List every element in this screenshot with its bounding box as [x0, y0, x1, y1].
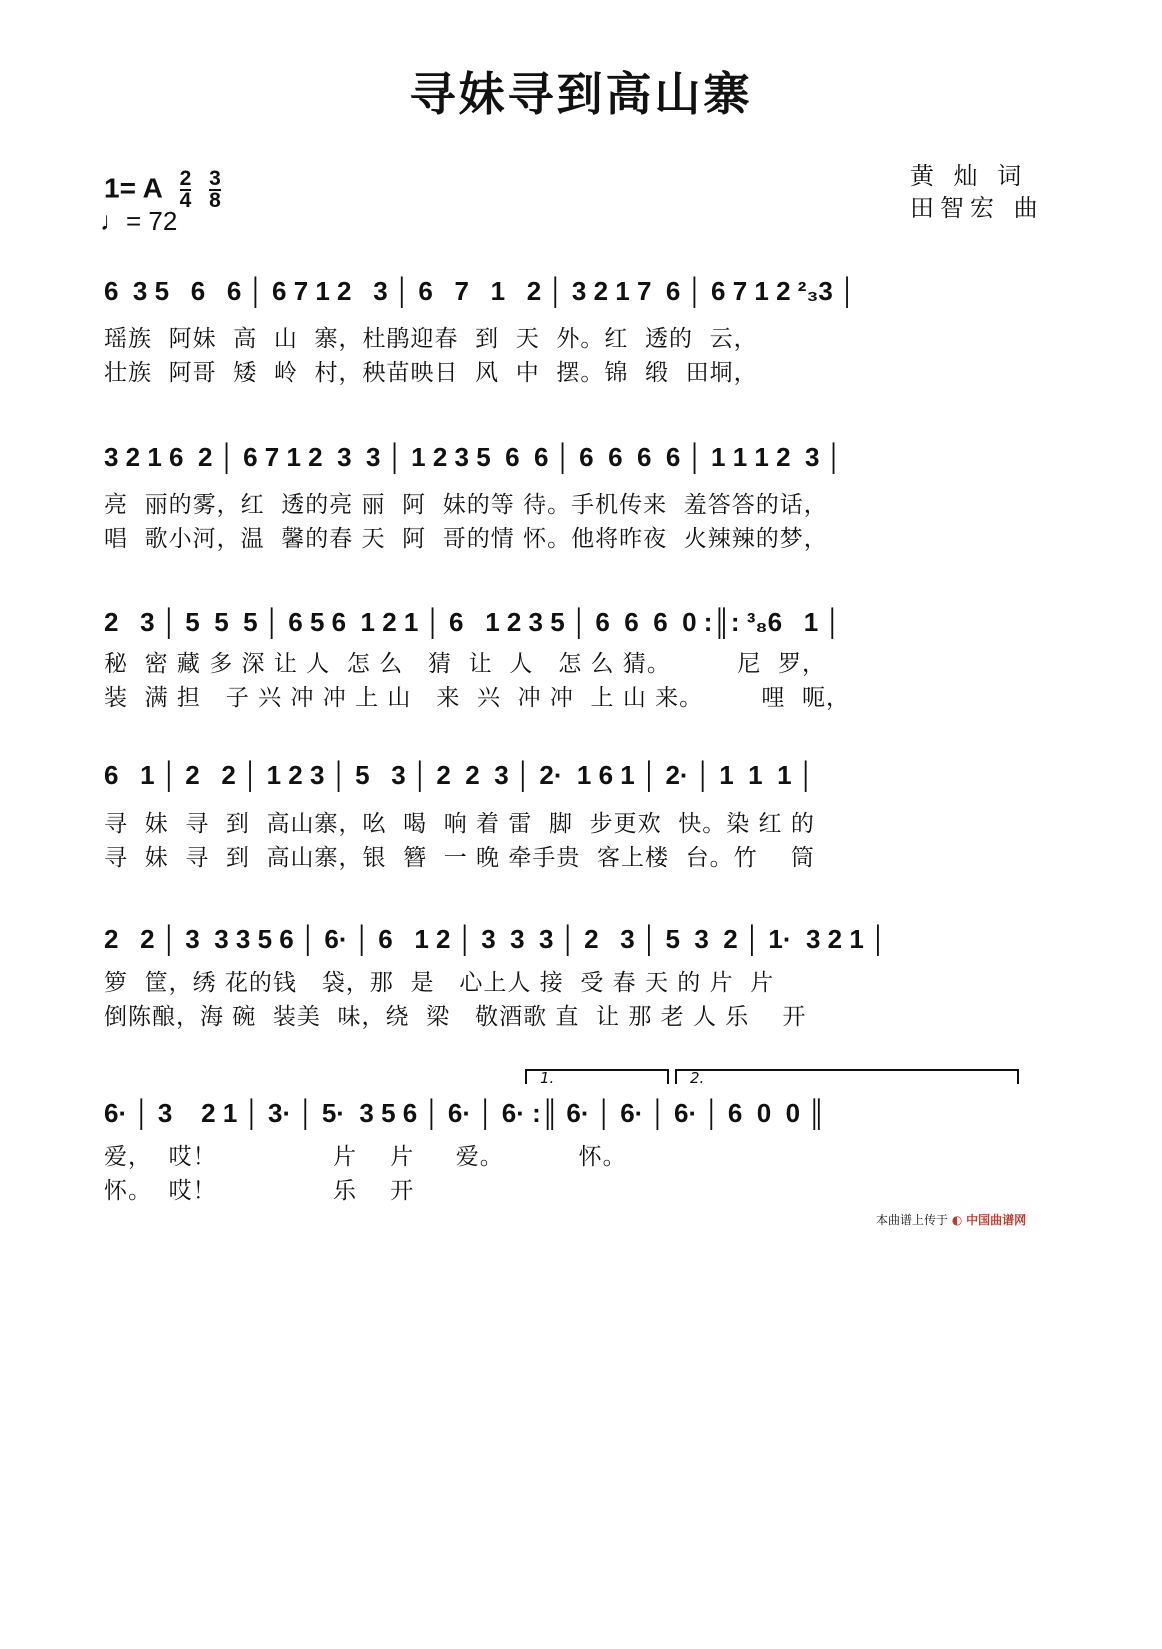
key-label: 1= A: [104, 172, 162, 204]
staff-1-notes: 6 3 5 6 6 │ 6 7 1 2 3 │ 6 7 1 2 │ 3 2 1 7 6 │ 6 7 1 2 ²₃3 │: [104, 276, 857, 306]
staff-3-lyrics-verse2: 装 满 担 子 兴 冲 冲 上 山 来 兴 冲 冲 上 山 来。 哩 呃，: [104, 685, 850, 711]
footer-brand[interactable]: 中国曲谱网: [966, 1213, 1027, 1227]
staff-5-notes: 2 2 │ 3 3 3 5 6 │ 6· │ 6 1 2 │ 3 3 3 │ 2 3 │ 5 3 2 │ 1· 3 2 1 │: [104, 924, 888, 954]
footer-prefix: 本曲谱上传于: [876, 1213, 949, 1227]
staff-4-notes: 6 1 │ 2 2 │ 1 2 3 │ 5 3 │ 2 2 3 │ 2· 1 6 1 │ 2· │ 1 1 1 │: [104, 760, 816, 790]
composer: 田智宏 曲: [910, 194, 1044, 222]
ending-1-label: 1.: [540, 1069, 555, 1087]
ending-2-label: 2.: [690, 1069, 705, 1087]
lyricist: 黄 灿 词: [910, 162, 1028, 190]
staff-3-notes: 2 3 │ 5 5 5 │ 6 5 6 1 2 1 │ 6 1 2 3 5 │ 6 6 6 0 :║: ³₈6 1 │: [104, 607, 842, 637]
time-signature-3-8: [209, 167, 221, 212]
staff-2-lyrics-verse1: 亮 丽的雾，红 透的亮 丽 阿 妹的等 待。手机传来 羞答答的话，: [104, 492, 828, 518]
staff-1-lyrics-verse1: 瑶族 阿妹 高 山 寨，杜鹃迎春 到 天 外。红 透的 云，: [104, 326, 758, 352]
staff-5-lyrics-verse1: 箩 筐，绣 花的钱 袋，那 是 心上人 接 受 春 天 的 片 片: [104, 970, 775, 996]
time1-bottom: 4: [179, 189, 192, 212]
staff-1-lyrics-verse2: 壮族 阿哥 矮 岭 村，秧苗映日 风 中 摆。锦 缎 田垌，: [104, 360, 758, 386]
footer-credit: [876, 1211, 1026, 1228]
tempo-value: = 72: [126, 206, 178, 236]
staff-6-lyrics-verse1: 爱， 哎！ 片 片 爱。 怀。: [104, 1144, 627, 1170]
staff-4-lyrics-verse1: 寻 妹 寻 到 高山寨，吆 喝 响 着 雷 脚 步更欢 快。染 红 的: [104, 811, 815, 837]
quarter-note-icon: ♩: [100, 206, 126, 236]
staff-2-notes: 3 2 1 6 2 │ 6 7 1 2 3 3 │ 1 2 3 5 6 6 │ 6 6 6 6 │ 1 1 1 2 3 │: [104, 442, 843, 472]
staff-5-lyrics-verse2: 倒陈酿，海 碗 装美 味，绕 梁 敬酒歌 直 让 那 老 人 乐 开: [104, 1004, 807, 1030]
staff-4-lyrics-verse2: 寻 妹 寻 到 高山寨，银 簪 一 晚 牵手贵 客上楼 台。竹 筒: [104, 845, 815, 871]
site-logo-icon: ◐: [951, 1213, 963, 1227]
tempo-marking: [100, 206, 177, 237]
staff-3-lyrics-verse1: 秘 密 藏 多 深 让 人 怎 么 猜 让 人 怎 么 猜。 尼 罗，: [104, 651, 826, 677]
staff-6-notes: 6· │ 3 2 1 │ 3· │ 5· 3 5 6 │ 6· │ 6· :║ 6· │ 6· │ 6· │ 6 0 0 ║: [104, 1098, 826, 1128]
staff-6-lyrics-verse2: 怀。 哎！ 乐 开: [104, 1178, 415, 1204]
staff-2-lyrics-verse2: 唱 歌小河，温 馨的春 天 阿 哥的情 怀。他将昨夜 火辣辣的梦，: [104, 526, 828, 552]
time2-top: 3: [209, 167, 221, 190]
time2-bottom: 8: [209, 189, 221, 212]
time1-top: 2: [179, 167, 192, 190]
key-signature: [104, 167, 221, 212]
time-signature-2-4: [179, 167, 192, 212]
page-title: 寻妹寻到高山寨: [409, 67, 753, 121]
